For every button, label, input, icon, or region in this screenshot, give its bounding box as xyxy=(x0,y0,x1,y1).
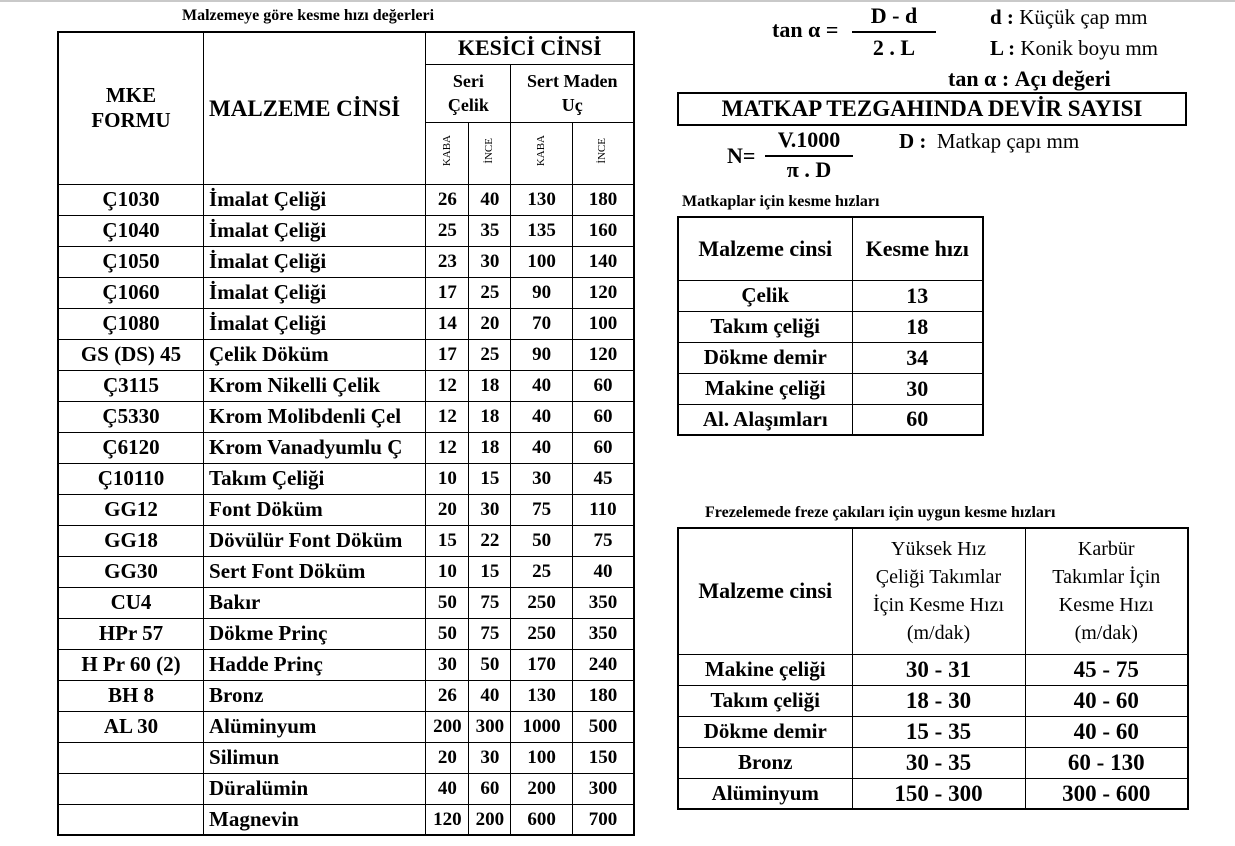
table-row xyxy=(678,778,1188,809)
mill-material-cell: Alüminyum xyxy=(678,778,852,809)
sert-kaba-cell: 135 xyxy=(511,215,572,246)
sert-ince-cell: 350 xyxy=(572,587,634,618)
table-row xyxy=(58,246,634,277)
mke-code-cell xyxy=(58,804,204,835)
ince-header: İNCE xyxy=(572,122,634,184)
mill-table-caption: Frezelemede freze çakıları için uygun kesme hızları xyxy=(705,504,1056,521)
mill-karbur-cell: 60 - 130 xyxy=(1025,747,1188,778)
table-row xyxy=(58,525,634,556)
table-row xyxy=(58,277,634,308)
table-row xyxy=(58,618,634,649)
tan-numerator: D - d xyxy=(870,3,918,28)
seri-ince-cell: 25 xyxy=(469,339,511,370)
seri-celik-header: Seri Çelik xyxy=(426,64,511,122)
n-denominator: π . D xyxy=(786,157,832,182)
table-row xyxy=(58,711,634,742)
material-name-cell: İmalat Çeliği xyxy=(204,246,426,277)
tan-fraction-line xyxy=(852,31,936,33)
mke-code-cell: Ç10110 xyxy=(58,463,204,494)
table-row xyxy=(58,556,634,587)
mill-material-cell: Dökme demir xyxy=(678,716,852,747)
seri-kaba-cell: 20 xyxy=(426,494,469,525)
n-numerator: V.1000 xyxy=(777,127,841,152)
drill-material-cell: Takım çeliği xyxy=(678,311,852,342)
drill-header-malzeme: Malzeme cinsi xyxy=(678,217,852,280)
mke-code-cell: H Pr 60 (2) xyxy=(58,649,204,680)
material-name-cell: Dövülür Font Döküm xyxy=(204,525,426,556)
mke-code-cell: Ç1030 xyxy=(58,184,204,215)
seri-kaba-cell: 15 xyxy=(426,525,469,556)
sert-kaba-cell: 100 xyxy=(511,742,572,773)
main-table-caption: Malzemeye göre kesme hızı değerleri xyxy=(182,7,435,24)
sert-ince-cell: 700 xyxy=(572,804,634,835)
seri-kaba-cell: 25 xyxy=(426,215,469,246)
table-row xyxy=(58,649,634,680)
material-name-cell: İmalat Çeliği xyxy=(204,277,426,308)
mill-hss-cell: 15 - 35 xyxy=(852,716,1025,747)
mke-code-cell: Ç3115 xyxy=(58,370,204,401)
seri-ince-cell: 20 xyxy=(469,308,511,339)
seri-ince-cell: 15 xyxy=(469,556,511,587)
sert-kaba-cell: 250 xyxy=(511,587,572,618)
sert-ince-cell: 300 xyxy=(572,773,634,804)
material-name-cell: İmalat Çeliği xyxy=(204,215,426,246)
drill-speed-cell: 13 xyxy=(852,280,983,311)
seri-ince-cell: 30 xyxy=(469,742,511,773)
material-name-cell: Alüminyum xyxy=(204,711,426,742)
seri-kaba-cell: 14 xyxy=(426,308,469,339)
table-row xyxy=(58,308,634,339)
drill-speed-cell: 60 xyxy=(852,404,983,435)
seri-ince-cell: 60 xyxy=(469,773,511,804)
mill-header-malzeme: Malzeme cinsi xyxy=(678,528,852,654)
table-row xyxy=(678,654,1188,685)
mke-code-cell: GG12 xyxy=(58,494,204,525)
sert-kaba-cell: 130 xyxy=(511,680,572,711)
sert-kaba-cell: 90 xyxy=(511,277,572,308)
drill-material-cell: Çelik xyxy=(678,280,852,311)
mke-code-cell: Ç1060 xyxy=(58,277,204,308)
mill-karbur-cell: 300 - 600 xyxy=(1025,778,1188,809)
sert-kaba-cell: 90 xyxy=(511,339,572,370)
ince-header: İNCE xyxy=(469,122,511,184)
sert-ince-cell: 60 xyxy=(572,432,634,463)
seri-ince-cell: 15 xyxy=(469,463,511,494)
drill-speed-cell: 18 xyxy=(852,311,983,342)
drill-header-kesme: Kesme hızı xyxy=(852,217,983,280)
seri-ince-cell: 22 xyxy=(469,525,511,556)
legend-matkap-d: D : Matkap çapı mm xyxy=(899,129,1080,153)
mill-hss-cell: 30 - 31 xyxy=(852,654,1025,685)
material-name-cell: Dökme Prinç xyxy=(204,618,426,649)
sert-ince-cell: 350 xyxy=(572,618,634,649)
seri-ince-cell: 50 xyxy=(469,649,511,680)
mke-code-cell: Ç1050 xyxy=(58,246,204,277)
table-row xyxy=(678,311,983,342)
sert-kaba-cell: 40 xyxy=(511,370,572,401)
mill-karbur-cell: 40 - 60 xyxy=(1025,685,1188,716)
seri-kaba-cell: 17 xyxy=(426,339,469,370)
mke-code-cell: BH 8 xyxy=(58,680,204,711)
mill-material-cell: Bronz xyxy=(678,747,852,778)
table-row xyxy=(58,370,634,401)
table-row xyxy=(678,373,983,404)
material-name-cell: Krom Molibdenli Çel xyxy=(204,401,426,432)
sert-ince-cell: 45 xyxy=(572,463,634,494)
sert-ince-cell: 160 xyxy=(572,215,634,246)
seri-ince-cell: 300 xyxy=(469,711,511,742)
sert-ince-cell: 120 xyxy=(572,339,634,370)
mke-code-cell: GG30 xyxy=(58,556,204,587)
table-row xyxy=(58,339,634,370)
mke-code-cell: CU4 xyxy=(58,587,204,618)
seri-kaba-cell: 12 xyxy=(426,370,469,401)
seri-kaba-cell: 30 xyxy=(426,649,469,680)
mke-code-cell: Ç6120 xyxy=(58,432,204,463)
drill-speed-cell: 34 xyxy=(852,342,983,373)
mke-code-cell: AL 30 xyxy=(58,711,204,742)
seri-kaba-cell: 10 xyxy=(426,556,469,587)
material-name-cell: İmalat Çeliği xyxy=(204,184,426,215)
drill-material-cell: Dökme demir xyxy=(678,342,852,373)
sert-kaba-cell: 600 xyxy=(511,804,572,835)
kaba-header: KABA xyxy=(426,122,469,184)
table-row xyxy=(58,587,634,618)
sert-kaba-cell: 130 xyxy=(511,184,572,215)
tan-formula-left: tan α = xyxy=(772,17,839,42)
legend-d: d : Küçük çap mm xyxy=(990,5,1148,29)
drill-speed-cell: 30 xyxy=(852,373,983,404)
seri-ince-cell: 200 xyxy=(469,804,511,835)
seri-ince-cell: 18 xyxy=(469,370,511,401)
mill-material-cell: Makine çeliği xyxy=(678,654,852,685)
cutting-speed-table xyxy=(57,31,635,836)
seri-ince-cell: 25 xyxy=(469,277,511,308)
seri-kaba-cell: 20 xyxy=(426,742,469,773)
seri-kaba-cell: 40 xyxy=(426,773,469,804)
table-row xyxy=(678,716,1188,747)
sert-kaba-cell: 30 xyxy=(511,463,572,494)
sert-ince-cell: 150 xyxy=(572,742,634,773)
sert-ince-cell: 500 xyxy=(572,711,634,742)
sert-ince-cell: 180 xyxy=(572,680,634,711)
seri-kaba-cell: 50 xyxy=(426,618,469,649)
seri-kaba-cell: 120 xyxy=(426,804,469,835)
drill-material-cell: Al. Alaşımları xyxy=(678,404,852,435)
mke-code-cell: Ç1080 xyxy=(58,308,204,339)
material-name-cell: İmalat Çeliği xyxy=(204,308,426,339)
mill-hss-cell: 18 - 30 xyxy=(852,685,1025,716)
sert-kaba-cell: 70 xyxy=(511,308,572,339)
seri-ince-cell: 40 xyxy=(469,184,511,215)
material-name-cell: Hadde Prinç xyxy=(204,649,426,680)
table-row xyxy=(58,184,634,215)
mill-hss-cell: 30 - 35 xyxy=(852,747,1025,778)
mke-code-cell: GS (DS) 45 xyxy=(58,339,204,370)
mill-karbur-cell: 40 - 60 xyxy=(1025,716,1188,747)
seri-ince-cell: 30 xyxy=(469,246,511,277)
table-row xyxy=(58,494,634,525)
table-row xyxy=(678,404,983,435)
table-row xyxy=(678,342,983,373)
table-row xyxy=(58,680,634,711)
seri-ince-cell: 30 xyxy=(469,494,511,525)
seri-kaba-cell: 12 xyxy=(426,401,469,432)
material-name-cell: Silimun xyxy=(204,742,426,773)
seri-kaba-cell: 26 xyxy=(426,680,469,711)
seri-kaba-cell: 10 xyxy=(426,463,469,494)
material-name-cell: Düralümin xyxy=(204,773,426,804)
material-name-cell: Takım Çeliği xyxy=(204,463,426,494)
mke-code-cell xyxy=(58,742,204,773)
material-name-cell: Krom Vanadyumlu Ç xyxy=(204,432,426,463)
drill-material-cell: Makine çeliği xyxy=(678,373,852,404)
devir-sayisi-title: MATKAP TEZGAHINDA DEVİR SAYISI xyxy=(677,92,1187,126)
table-row xyxy=(678,280,983,311)
sert-kaba-cell: 250 xyxy=(511,618,572,649)
mke-code-cell: GG18 xyxy=(58,525,204,556)
sert-ince-cell: 60 xyxy=(572,370,634,401)
n-formula-left: N= xyxy=(727,143,756,168)
sert-kaba-cell: 40 xyxy=(511,432,572,463)
seri-ince-cell: 75 xyxy=(469,587,511,618)
material-name-cell: Bakır xyxy=(204,587,426,618)
sert-ince-cell: 60 xyxy=(572,401,634,432)
material-name-cell: Font Döküm xyxy=(204,494,426,525)
sert-kaba-cell: 170 xyxy=(511,649,572,680)
seri-ince-cell: 40 xyxy=(469,680,511,711)
table-row xyxy=(58,463,634,494)
mill-header-karbur: Karbür Takımlar İçin Kesme Hızı (m/dak) xyxy=(1025,528,1188,654)
seri-kaba-cell: 200 xyxy=(426,711,469,742)
table-row xyxy=(58,742,634,773)
material-name-cell: Magnevin xyxy=(204,804,426,835)
mke-code-cell: HPr 57 xyxy=(58,618,204,649)
material-name-cell: Sert Font Döküm xyxy=(204,556,426,587)
tan-denominator: 2 . L xyxy=(872,35,916,60)
sert-kaba-cell: 25 xyxy=(511,556,572,587)
mill-karbur-cell: 45 - 75 xyxy=(1025,654,1188,685)
seri-kaba-cell: 50 xyxy=(426,587,469,618)
sert-kaba-cell: 1000 xyxy=(511,711,572,742)
table-row xyxy=(58,432,634,463)
sert-kaba-cell: 50 xyxy=(511,525,572,556)
seri-ince-cell: 18 xyxy=(469,401,511,432)
drill-speed-table xyxy=(677,216,984,436)
sert-kaba-cell: 75 xyxy=(511,494,572,525)
sert-ince-cell: 240 xyxy=(572,649,634,680)
seri-kaba-cell: 12 xyxy=(426,432,469,463)
seri-ince-cell: 75 xyxy=(469,618,511,649)
seri-ince-cell: 18 xyxy=(469,432,511,463)
mill-material-cell: Takım çeliği xyxy=(678,685,852,716)
seri-ince-cell: 35 xyxy=(469,215,511,246)
sert-ince-cell: 100 xyxy=(572,308,634,339)
malzeme-cinsi-header: MALZEME CİNSİ xyxy=(204,32,426,184)
sert-kaba-cell: 100 xyxy=(511,246,572,277)
sert-ince-cell: 40 xyxy=(572,556,634,587)
mill-hss-cell: 150 - 300 xyxy=(852,778,1025,809)
mill-header-hss: Yüksek Hız Çeliği Takımlar İçin Kesme Hızı (m/dak) xyxy=(852,528,1025,654)
window-top-border xyxy=(0,0,1235,2)
sert-maden-uc-header: Sert Maden Uç xyxy=(511,64,634,122)
legend-l: L : Konik boyu mm xyxy=(990,36,1159,60)
seri-kaba-cell: 17 xyxy=(426,277,469,308)
material-name-cell: Bronz xyxy=(204,680,426,711)
mke-formu-header: MKE FORMU xyxy=(58,32,204,184)
mke-code-cell: Ç5330 xyxy=(58,401,204,432)
sert-ince-cell: 180 xyxy=(572,184,634,215)
kaba-header: KABA xyxy=(511,122,572,184)
material-name-cell: Krom Nikelli Çelik xyxy=(204,370,426,401)
table-row xyxy=(58,804,634,835)
table-row xyxy=(678,747,1188,778)
kesici-cinsi-header: KESİCİ CİNSİ xyxy=(426,32,634,64)
sert-ince-cell: 110 xyxy=(572,494,634,525)
mill-speed-table xyxy=(677,527,1189,810)
sert-kaba-cell: 40 xyxy=(511,401,572,432)
mke-code-cell xyxy=(58,773,204,804)
legend-tan: tan α : Açı değeri xyxy=(948,66,1111,91)
sert-ince-cell: 120 xyxy=(572,277,634,308)
mke-code-cell: Ç1040 xyxy=(58,215,204,246)
table-row xyxy=(58,401,634,432)
seri-kaba-cell: 26 xyxy=(426,184,469,215)
sert-ince-cell: 75 xyxy=(572,525,634,556)
sert-kaba-cell: 200 xyxy=(511,773,572,804)
table-row xyxy=(678,685,1188,716)
table-row xyxy=(58,215,634,246)
seri-kaba-cell: 23 xyxy=(426,246,469,277)
material-name-cell: Çelik Döküm xyxy=(204,339,426,370)
drill-table-caption: Matkaplar için kesme hızları xyxy=(682,193,880,210)
table-row xyxy=(58,773,634,804)
sert-ince-cell: 140 xyxy=(572,246,634,277)
